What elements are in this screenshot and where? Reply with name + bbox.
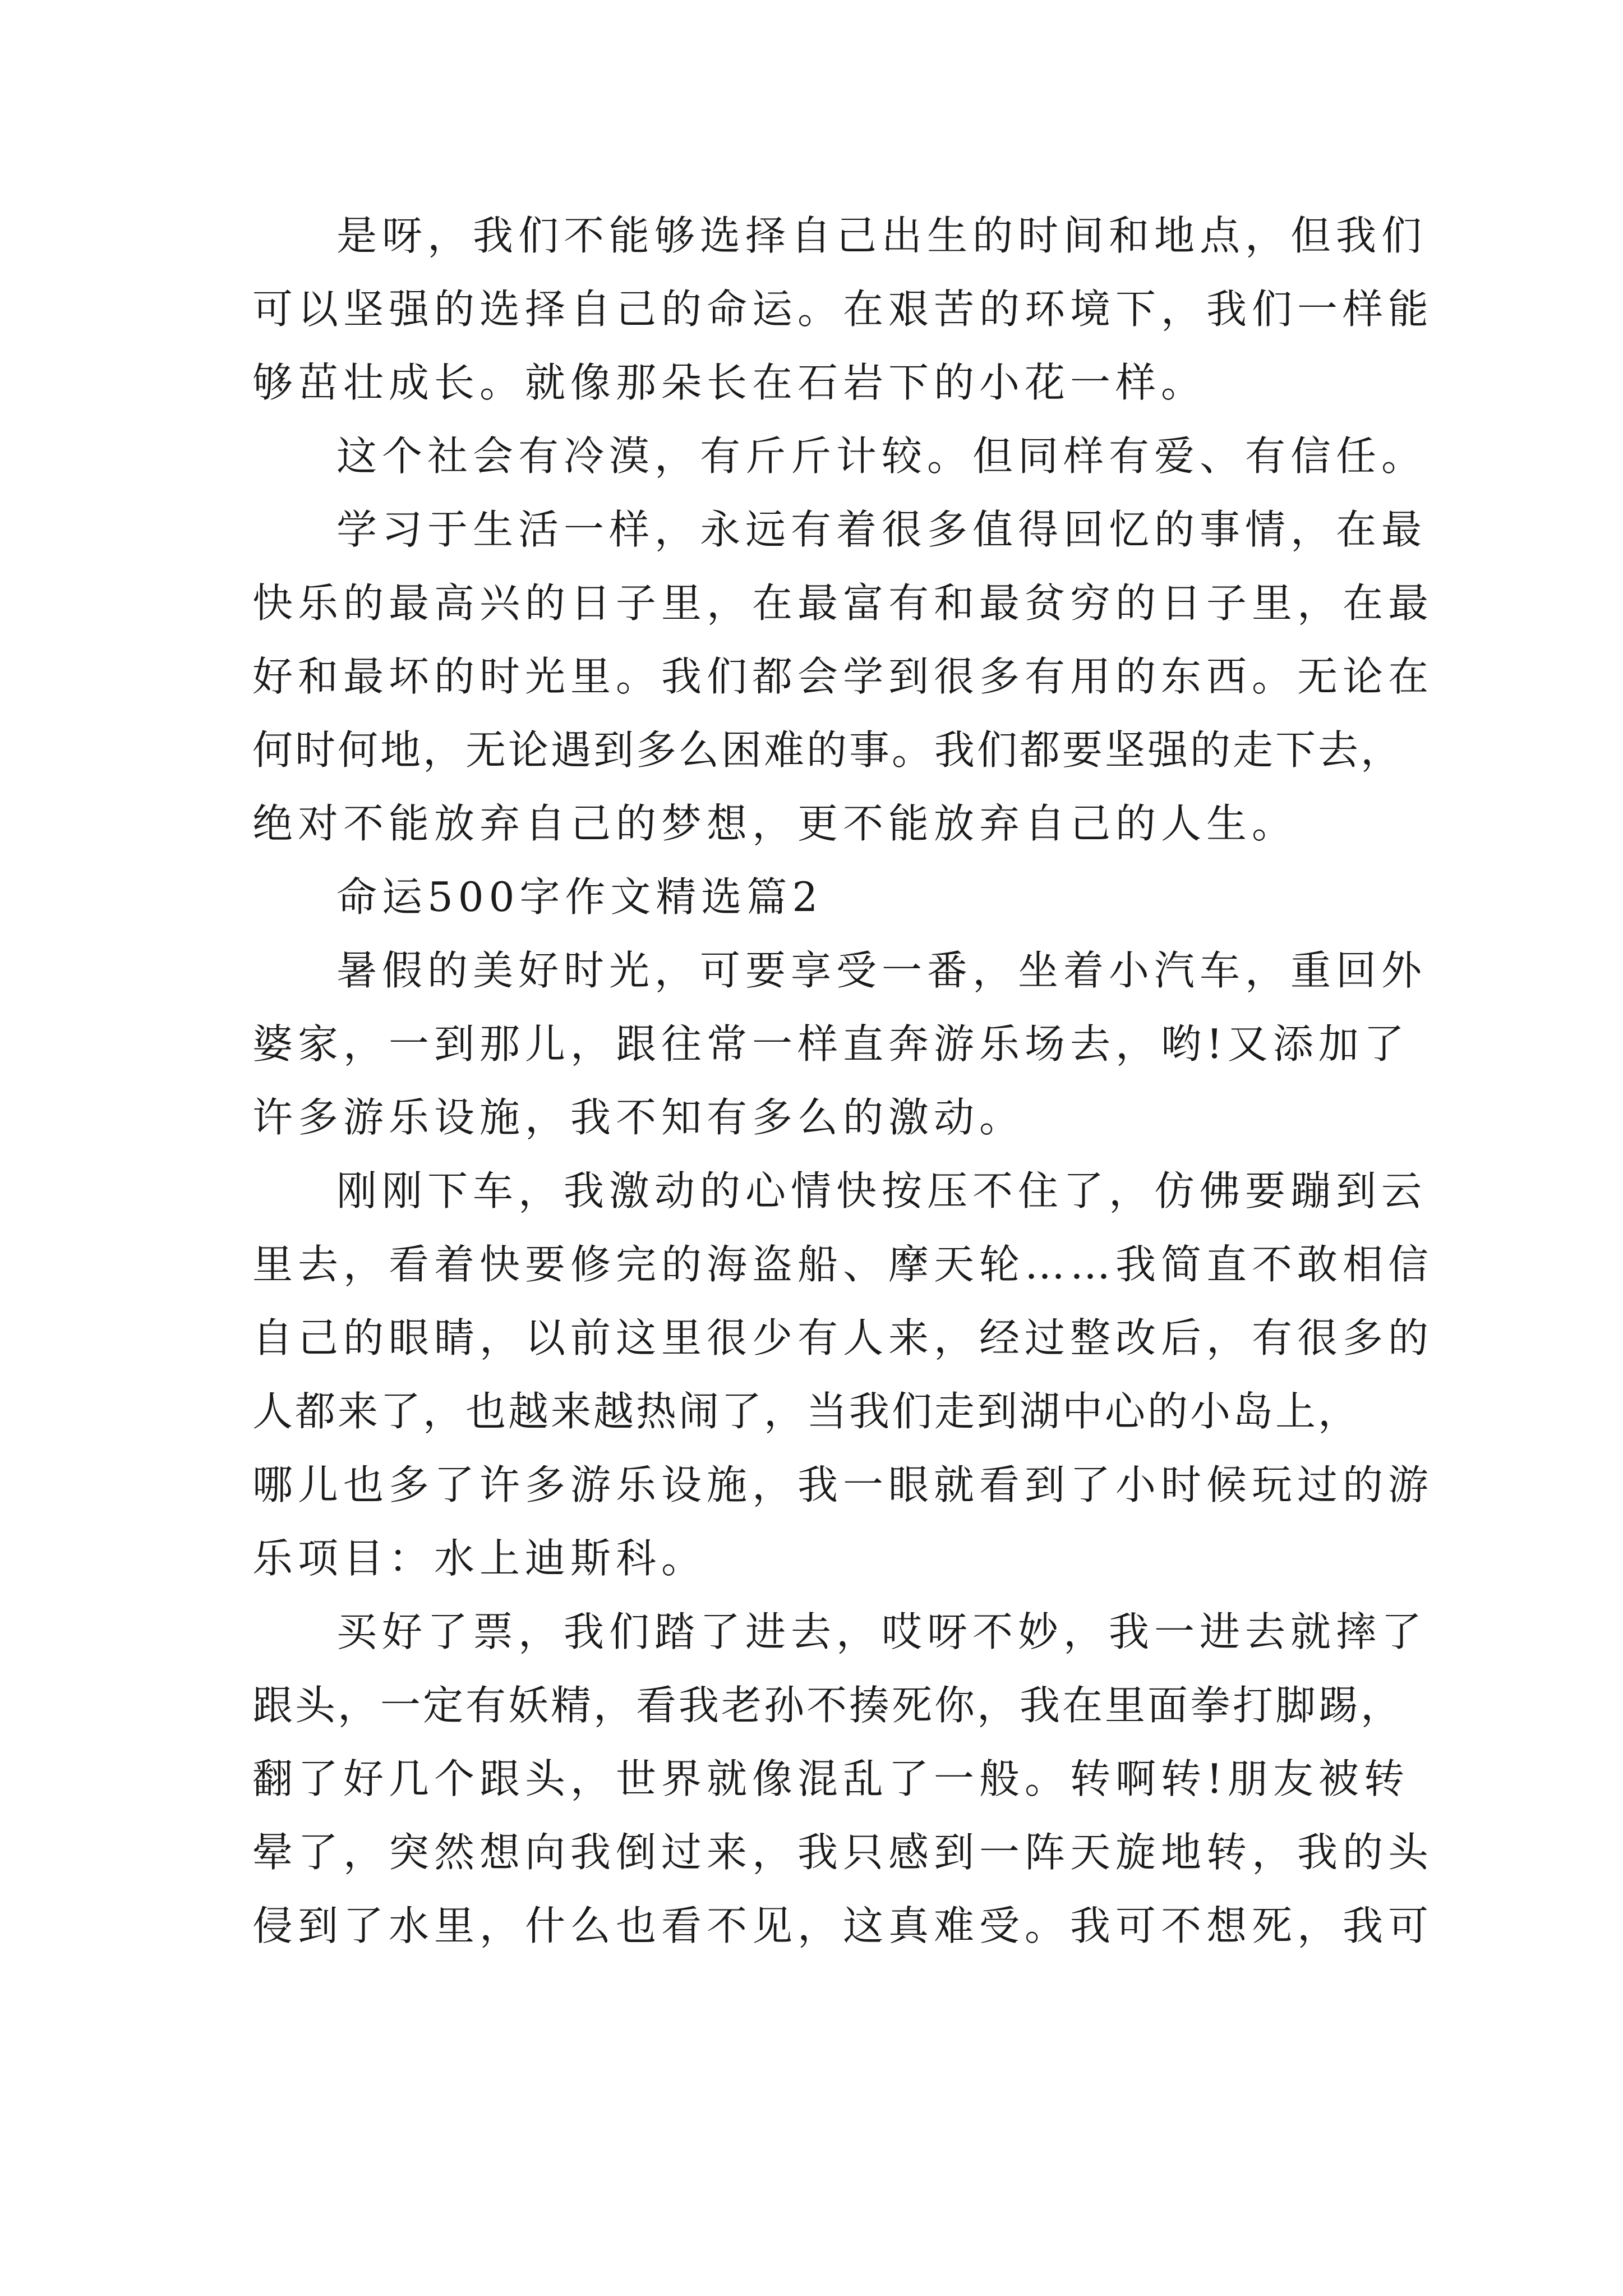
text-line: 人都来了，也越来越热闹了，当我们走到湖中心的小岛上，	[252, 1388, 1361, 1435]
text-line: 绝对不能放弃自己的梦想，更不能放弃自己的人生。	[252, 800, 1298, 847]
text-line: 刚刚下车，我激动的心情快按压不住了，仿佛要蹦到云	[336, 1167, 1427, 1214]
text-line: 够茁壮成长。就像那朵长在石岩下的小花一样。	[252, 359, 1207, 406]
text-line: 乐项目：水上迪斯科。	[252, 1535, 707, 1582]
text-line: 好和最坏的时光里。我们都会学到很多有用的东西。无论在	[252, 653, 1434, 700]
text-line: 里去，看着快要修完的海盗船、摩天轮……我简直不敢相信	[252, 1241, 1434, 1288]
text-line: 哪儿也多了许多游乐设施，我一眼就看到了小时候玩过的游	[252, 1461, 1434, 1508]
text-line: 翻了好几个跟头，世界就像混乱了一般。转啊转!朋友被转	[252, 1755, 1409, 1802]
text-line: 学习于生活一样，永远有着很多值得回忆的事情，在最	[336, 506, 1427, 553]
text-line: 晕了，突然想向我倒过来，我只感到一阵天旋地转，我的头	[252, 1829, 1434, 1876]
text-line: 自己的眼睛，以前这里很少有人来，经过整改后，有很多的	[252, 1314, 1434, 1361]
text-line: 可以坚强的选择自己的命运。在艰苦的环境下，我们一样能	[252, 286, 1434, 333]
text-line: 是呀，我们不能够选择自己出生的时间和地点，但我们	[336, 212, 1427, 259]
section-heading: 命运500字作文精选篇2	[336, 873, 823, 921]
text-line: 许多游乐设施，我不知有多么的激动。	[252, 1094, 1025, 1141]
document-page	[252, 199, 1434, 1963]
text-line: 这个社会有冷漠，有斤斤计较。但同样有爱、有信任。	[336, 432, 1427, 480]
text-line: 买好了票，我们踏了进去，哎呀不妙，我一进去就摔了	[336, 1608, 1427, 1655]
text-line: 何时何地，无论遇到多么困难的事。我们都要坚强的走下去，	[252, 726, 1404, 774]
text-line: 跟头，一定有妖精，看我老孙不揍死你，我在里面拳打脚踢，	[252, 1682, 1404, 1729]
text-line: 暑假的美好时光，可要享受一番，坐着小汽车，重回外	[336, 947, 1427, 994]
text-line: 婆家，一到那儿，跟往常一样直奔游乐场去，哟!又添加了	[252, 1020, 1409, 1068]
text-line: 快乐的最高兴的日子里，在最富有和最贫穷的日子里，在最	[252, 579, 1434, 627]
text-line: 侵到了水里，什么也看不见，这真难受。我可不想死，我可	[252, 1902, 1434, 1949]
